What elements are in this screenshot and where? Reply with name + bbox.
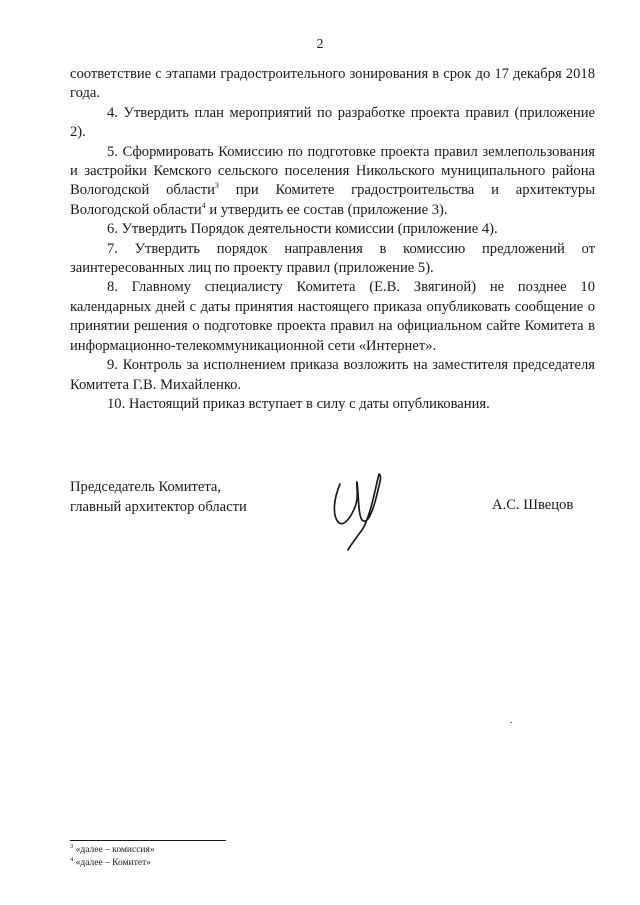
footnote-separator [70,840,226,841]
signatory-title-line-1: Председатель Комитета, [70,479,222,495]
footnote-ref-3: 3 [214,181,219,191]
document-body [70,65,595,414]
footnote-3 [70,844,155,857]
footnote-text-4: «далее – Комитет» [75,857,151,868]
footnotes [70,844,155,869]
signatory-title [70,478,247,517]
footnote-mark-3: 3 [70,843,74,850]
paragraph-item-6: 6. Утвердить Порядок деятельности комиссии (приложение 4). [107,221,498,238]
paragraph-item-9: 9. Контроль за исполнением приказа возложить на заместителя председателя Комитета Г.В. Михайленко. [70,357,595,393]
signatory-title-line-2: главный архитектор области [70,498,247,515]
paragraph-item-7: 7. Утвердить порядок направления в комиссию предложений от заинтересованных лиц по проекту правил (приложение 5). [70,240,595,277]
scan-speck [510,722,512,723]
paragraph-item-5-part-c: и утвердить ее состав (приложение 3). [205,201,448,218]
page-number: 2 [316,37,324,52]
paragraph-item-8: 8. Главному специалисту Комитета (Е.В. Звягиной) не позднее 10 календарных дней с даты принятия настоящего приказа опубликовать сообщение о принятии решения о подготовке проекта правил на официальном сайте Комитета в информационно-телекоммуникационной сети «Интернет». [70,279,595,354]
signatory-name: А.С. Швецов [492,497,574,513]
footnote-4 [70,857,155,870]
handwritten-signature [326,468,386,552]
paragraph-item-10: 10. Настоящий приказ вступает в силу с даты опубликования. [107,395,490,412]
footnote-mark-4: 4 [70,855,74,863]
paragraph-item-4: 4. Утвердить план мероприятий по разработке проекта правил (приложение 2). [70,104,595,141]
paragraph-continuation: соответствие с этапами градостроительного зонирования в срок до 17 декабря 2018 года. [70,66,595,102]
paragraph-item-5-part-b: при Комитете градостроительства и архитектуры Вологодской области [70,182,595,218]
paragraph-item-5 [70,143,595,221]
footnote-text-3: «далее – комиссия» [75,845,155,855]
paragraph-item-5-part-a: 5. Сформировать Комиссию по подготовке проекта правил землепользования и застройки Кемского сельского поселения Никольского муниципального района Вологодской области [70,143,595,199]
footnote-ref-4: 4 [201,200,206,210]
